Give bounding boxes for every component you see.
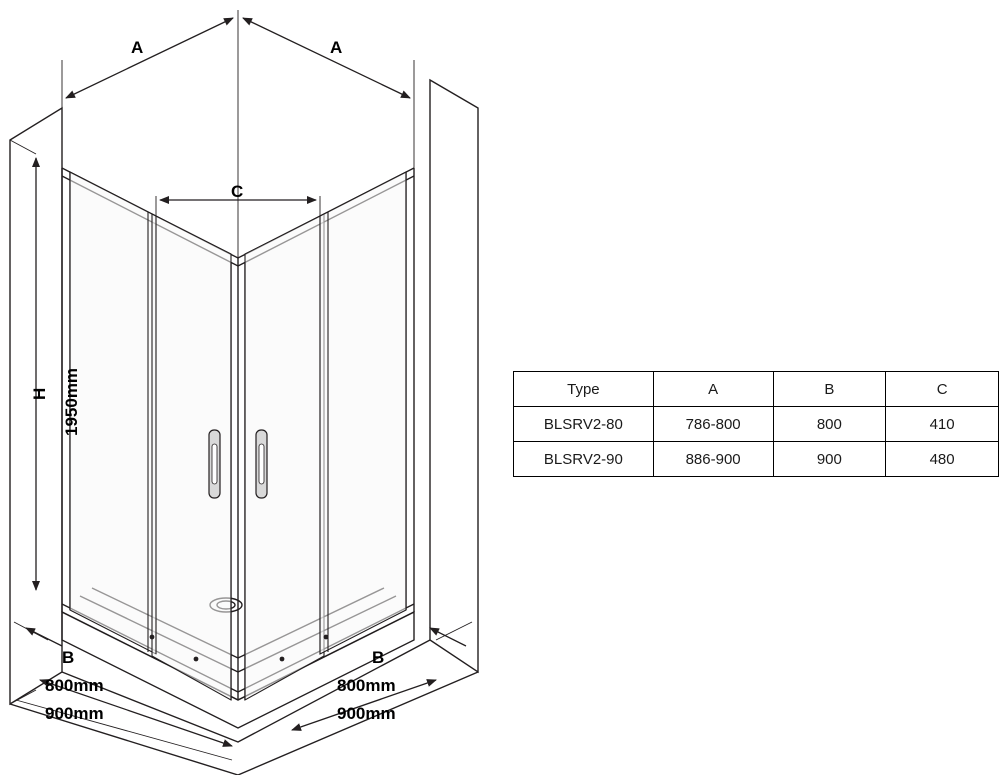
table-header-b: B (773, 372, 886, 407)
table-header-c: C (886, 372, 999, 407)
cell-a: 886-900 (653, 442, 773, 477)
label-a-right: A (330, 38, 343, 57)
label-h: H (30, 387, 49, 400)
label-a-left: A (131, 38, 144, 57)
label-h-value: 1950mm (62, 367, 81, 436)
cell-c: 480 (886, 442, 999, 477)
label-b-left-value-1: 800mm (45, 676, 104, 695)
table-header-a: A (653, 372, 773, 407)
table-row (514, 442, 999, 477)
label-b-right-value-2: 900mm (337, 704, 396, 723)
cell-c: 410 (886, 407, 999, 442)
label-b-right: B (372, 648, 385, 667)
label-b-left-value-2: 900mm (45, 704, 104, 723)
label-c-top: C (231, 182, 244, 201)
label-b-left: B (62, 648, 75, 667)
specification-table (513, 371, 999, 477)
cell-b: 800 (773, 407, 886, 442)
table-header-type: Type (514, 372, 654, 407)
label-b-right-value-1: 800mm (337, 676, 396, 695)
cell-b: 900 (773, 442, 886, 477)
cell-type: BLSRV2-90 (514, 442, 654, 477)
table-row (514, 407, 999, 442)
table-header-row (514, 372, 999, 407)
cell-a: 786-800 (653, 407, 773, 442)
cell-type: BLSRV2-80 (514, 407, 654, 442)
